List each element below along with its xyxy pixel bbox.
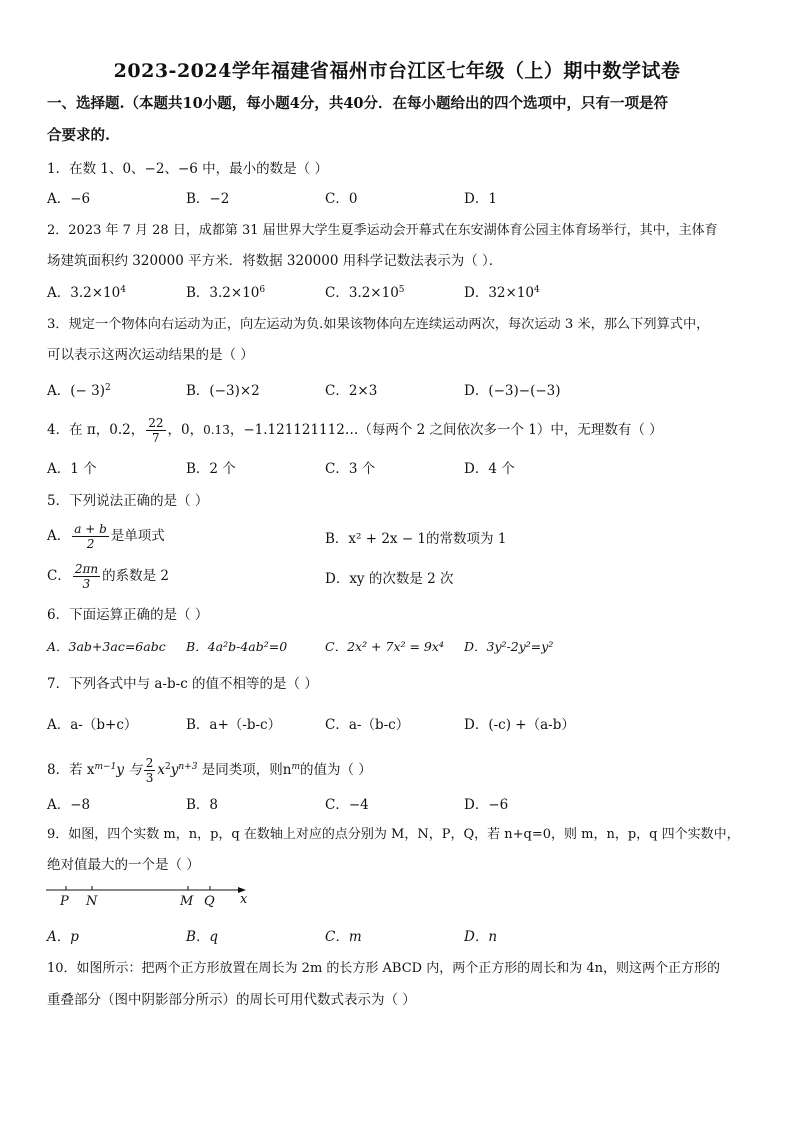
q5-option-c: C． $\frac{2\pi n}{3}$ 的系数是 2 xyxy=(47,562,169,591)
q5-option-d: D．xy 的次数是 2 次 xyxy=(325,571,454,587)
question-9-line2: 绝对值最大的一个是（ ） xyxy=(47,857,200,873)
q9-option-c: C．m xyxy=(325,929,362,945)
q6-option-c: C．2x² + 7x² = 9x⁴ xyxy=(325,639,444,654)
q3-option-b: B．(−3)×2 xyxy=(186,383,260,399)
q7-option-c: C．a-（b-c） xyxy=(325,717,410,733)
q2-option-d: D．$32\times 10^4$ xyxy=(464,285,540,301)
label-q: Q xyxy=(204,894,215,909)
q4-option-a: A．1 个 xyxy=(47,461,97,477)
q4-option-b: B．2 个 xyxy=(186,461,236,477)
q3-option-a: A．(− 3)$^2$ xyxy=(47,383,111,399)
q4-option-c: C．3 个 xyxy=(325,461,376,477)
label-x: x xyxy=(240,892,248,907)
q5-option-b: B．x² + 2x − 1的常数项为 1 xyxy=(325,531,507,547)
exam-title: 2023-2024学年福建省福州市台江区七年级（上）期中数学试卷 xyxy=(113,60,681,82)
section-heading-line1: 一、选择题.（本题共10小题，每小题4分，共40分．在每小题给出的四个选项中，只有一项是符 xyxy=(47,95,668,112)
question-8-stem: 8．若 $x^{m-1}y$ 与 $\frac{2}{3}$ $x^2y^{n+3}$ 是同类项，则$n^m$的值为（ ） xyxy=(47,756,372,785)
question-10-line1: 10．如图所示：把两个正方形放置在周长为 2m 的长方形 ABCD 内，两个正方形的周长和为 4n，则这两个正方形的 xyxy=(47,961,720,976)
section-heading-line2: 合要求的. xyxy=(47,127,111,144)
label-p: P xyxy=(60,894,69,909)
question-2-line1: 2．2023 年 7 月 28 日，成都第 31 届世界大学生夏季运动会开幕式在东安湖体育公园主体育场举行，其中，主体育 xyxy=(47,223,718,238)
q4-option-d: D．4 个 xyxy=(464,461,515,477)
question-3-line2: 可以表示这两次运动结果的是（ ） xyxy=(47,347,254,363)
q9-option-a: A．p xyxy=(47,929,79,945)
number-line-figure xyxy=(44,880,254,916)
question-7-stem: 7．下列各式中与 a-b-c 的值不相等的是（ ） xyxy=(47,676,318,692)
q4-fraction: $\frac{22}{7}$ xyxy=(148,416,164,445)
q2-option-c: C．$3.2\times 10^5$ xyxy=(325,285,405,301)
q4-repeating-decimal: 0.13̇ xyxy=(203,423,230,437)
q7-option-a: A．a-（b+c） xyxy=(47,717,138,733)
question-3-line1: 3．规定一个物体向右运动为正，向左运动为负.如果该物体向左连续运动两次，每次运动 3 米，那么下列算式中， xyxy=(47,317,710,332)
q8-option-d: D．−6 xyxy=(464,797,509,813)
q5-option-a: A． $\frac{a + b}{2}$ 是单项式 xyxy=(47,522,165,551)
question-10-line2: 重叠部分（图中阴影部分所示）的周长可用代数式表示为（ ） xyxy=(47,992,416,1008)
question-2-line2: 场建筑面积约 320000 平方米．将数据 320000 用科学记数法表示为（ ）． xyxy=(47,253,503,269)
q7-option-b: B．a+（-b-c） xyxy=(186,717,282,733)
question-5-stem: 5．下列说法正确的是（ ） xyxy=(47,493,209,509)
q6-option-d: D．3y²-2y²=y² xyxy=(464,639,554,654)
label-n: N xyxy=(86,894,98,909)
question-4-stem: 4．在 π，0.2， $\frac{22}{7}$ ，0，0.13̇，−1.121121112…（每两个 2 之间依次多一个 1）中，无理数有（ ） xyxy=(47,416,663,445)
label-m: M xyxy=(180,894,194,909)
q1-option-a: A．−6 xyxy=(47,191,91,207)
q1-option-d: D．1 xyxy=(464,191,497,207)
q3-option-c: C．2×3 xyxy=(325,383,378,399)
q9-option-b: B．q xyxy=(186,929,219,945)
question-6-stem: 6．下面运算正确的是（ ） xyxy=(47,607,209,623)
question-1-stem: 1．在数 1、0、−2、−6 中，最小的数是（ ） xyxy=(47,161,328,177)
q6-option-b: B．4a²b-4ab²=0 xyxy=(186,639,288,654)
q8-option-c: C．−4 xyxy=(325,797,369,813)
q7-option-d: D．(-c) +（a-b） xyxy=(464,717,575,733)
q8-option-a: A．−8 xyxy=(47,797,91,813)
q3-option-d: D．(−3)−(−3) xyxy=(464,383,561,399)
number-line-svg xyxy=(44,880,254,916)
q2-option-a: A．$3.2\times 10^4$ xyxy=(47,285,126,301)
q8-option-b: B．8 xyxy=(186,797,219,813)
q9-option-d: D．n xyxy=(464,929,498,945)
q2-option-b: B．$3.2\times 10^6$ xyxy=(186,285,266,301)
q1-option-c: C．0 xyxy=(325,191,358,207)
q6-option-a: A．3ab+3ac=6abc xyxy=(47,639,166,654)
question-9-line1: 9．如图，四个实数 m，n，p，q 在数轴上对应的点分别为 M，N，P，Q，若 n+q=0，则 m，n，p，q 四个实数中， xyxy=(47,827,740,842)
q1-option-b: B．−2 xyxy=(186,191,230,207)
